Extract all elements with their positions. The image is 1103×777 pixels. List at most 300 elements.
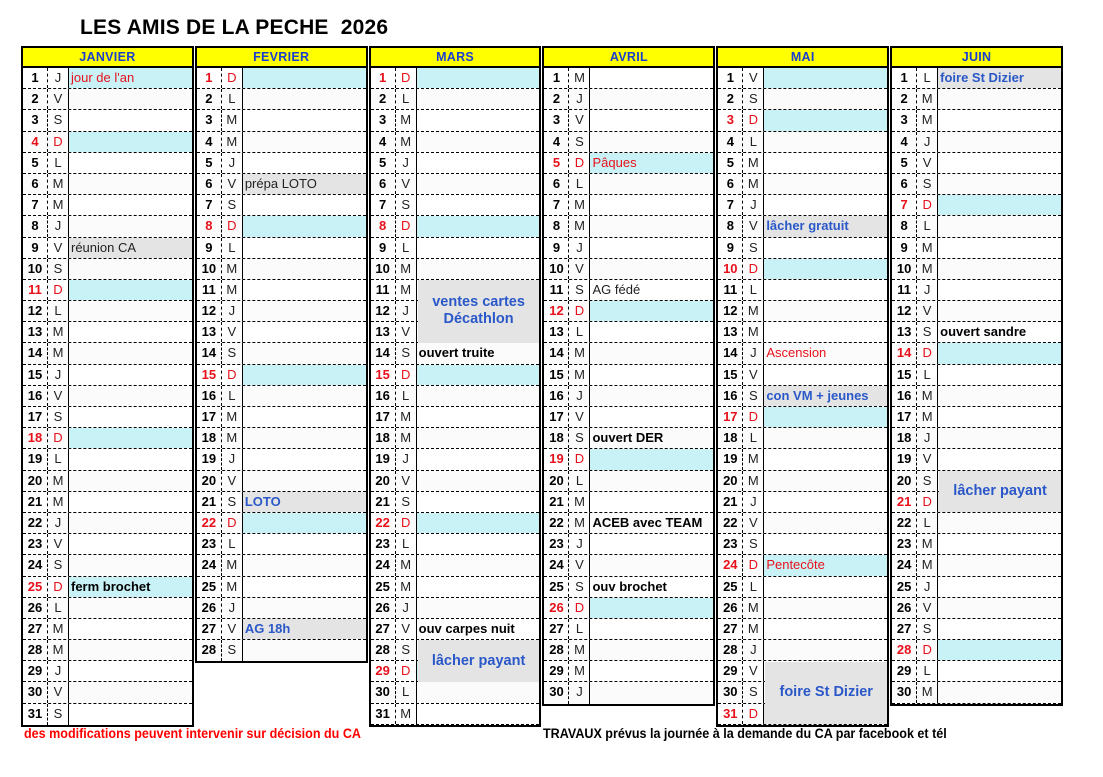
day-note[interactable] bbox=[764, 259, 887, 279]
day-row[interactable] bbox=[544, 343, 713, 364]
day-note[interactable] bbox=[417, 386, 540, 406]
day-row[interactable] bbox=[23, 174, 192, 195]
day-row[interactable] bbox=[718, 577, 887, 598]
day-row[interactable] bbox=[892, 238, 1061, 259]
day-row[interactable] bbox=[23, 259, 192, 280]
day-row[interactable] bbox=[371, 132, 540, 153]
day-note[interactable]: lâcher gratuit bbox=[764, 216, 887, 236]
day-row[interactable] bbox=[544, 513, 713, 534]
day-note[interactable] bbox=[590, 534, 713, 554]
day-note[interactable] bbox=[243, 640, 366, 661]
day-note[interactable]: ouvert truite bbox=[417, 343, 540, 363]
day-row[interactable] bbox=[371, 195, 540, 216]
day-note[interactable] bbox=[243, 428, 366, 448]
day-row[interactable] bbox=[544, 259, 713, 280]
day-note[interactable] bbox=[938, 132, 1061, 152]
day-row[interactable] bbox=[371, 68, 540, 89]
day-row[interactable] bbox=[718, 343, 887, 364]
day-note[interactable]: ouvert sandre bbox=[938, 322, 1061, 342]
day-row[interactable] bbox=[892, 301, 1061, 322]
day-row[interactable] bbox=[371, 216, 540, 237]
day-note[interactable] bbox=[69, 428, 192, 448]
day-note[interactable] bbox=[69, 513, 192, 533]
day-row[interactable] bbox=[371, 365, 540, 386]
day-note[interactable] bbox=[938, 89, 1061, 109]
day-row[interactable] bbox=[371, 682, 540, 703]
day-note[interactable] bbox=[938, 280, 1061, 300]
day-note[interactable] bbox=[938, 259, 1061, 279]
day-row[interactable] bbox=[23, 68, 192, 89]
day-row[interactable] bbox=[371, 280, 540, 301]
day-note[interactable] bbox=[938, 619, 1061, 639]
day-note[interactable] bbox=[764, 365, 887, 385]
day-note[interactable] bbox=[417, 68, 540, 88]
day-row[interactable] bbox=[371, 555, 540, 576]
day-note[interactable] bbox=[938, 386, 1061, 406]
day-row[interactable] bbox=[892, 322, 1061, 343]
day-note[interactable] bbox=[590, 407, 713, 427]
day-note[interactable] bbox=[69, 259, 192, 279]
day-note[interactable] bbox=[417, 555, 540, 575]
day-note[interactable] bbox=[938, 153, 1061, 173]
day-row[interactable] bbox=[23, 407, 192, 428]
day-note[interactable] bbox=[938, 555, 1061, 575]
day-row[interactable] bbox=[23, 322, 192, 343]
day-row[interactable] bbox=[718, 322, 887, 343]
day-row[interactable] bbox=[197, 492, 366, 513]
day-row[interactable] bbox=[197, 513, 366, 534]
day-row[interactable] bbox=[718, 259, 887, 280]
day-row[interactable] bbox=[23, 238, 192, 259]
day-row[interactable] bbox=[544, 598, 713, 619]
day-note[interactable] bbox=[417, 577, 540, 597]
day-row[interactable] bbox=[23, 555, 192, 576]
day-row[interactable] bbox=[371, 259, 540, 280]
day-note[interactable] bbox=[243, 280, 366, 300]
day-row[interactable] bbox=[892, 449, 1061, 470]
day-row[interactable] bbox=[544, 534, 713, 555]
day-note[interactable] bbox=[417, 598, 540, 618]
day-row[interactable] bbox=[892, 386, 1061, 407]
day-row[interactable] bbox=[197, 132, 366, 153]
day-row[interactable] bbox=[197, 68, 366, 89]
day-row[interactable] bbox=[892, 555, 1061, 576]
day-note[interactable] bbox=[417, 89, 540, 109]
day-row[interactable] bbox=[197, 322, 366, 343]
day-row[interactable] bbox=[23, 386, 192, 407]
day-note[interactable] bbox=[938, 640, 1061, 660]
day-row[interactable] bbox=[718, 682, 887, 703]
day-note[interactable] bbox=[938, 174, 1061, 194]
day-note[interactable] bbox=[590, 492, 713, 512]
day-row[interactable] bbox=[197, 89, 366, 110]
day-note[interactable] bbox=[417, 132, 540, 152]
day-note[interactable] bbox=[764, 619, 887, 639]
day-note[interactable] bbox=[69, 365, 192, 385]
day-note[interactable] bbox=[938, 343, 1061, 363]
day-note[interactable] bbox=[417, 492, 540, 512]
day-note[interactable] bbox=[243, 598, 366, 618]
day-row[interactable] bbox=[371, 619, 540, 640]
day-note[interactable] bbox=[69, 89, 192, 109]
day-row[interactable] bbox=[23, 661, 192, 682]
day-row[interactable] bbox=[892, 132, 1061, 153]
day-row[interactable] bbox=[544, 238, 713, 259]
day-note[interactable] bbox=[417, 322, 540, 342]
day-note[interactable] bbox=[417, 216, 540, 236]
day-row[interactable] bbox=[23, 598, 192, 619]
day-note[interactable] bbox=[243, 577, 366, 597]
day-note[interactable] bbox=[417, 259, 540, 279]
day-note[interactable] bbox=[938, 301, 1061, 321]
day-row[interactable] bbox=[892, 195, 1061, 216]
day-note[interactable] bbox=[764, 682, 887, 702]
day-note[interactable] bbox=[590, 195, 713, 215]
day-note[interactable]: Ascension bbox=[764, 343, 887, 363]
day-row[interactable] bbox=[892, 640, 1061, 661]
day-row[interactable] bbox=[197, 534, 366, 555]
day-note[interactable] bbox=[417, 534, 540, 554]
day-note[interactable] bbox=[243, 132, 366, 152]
day-row[interactable] bbox=[197, 577, 366, 598]
day-note[interactable] bbox=[243, 449, 366, 469]
day-note[interactable] bbox=[590, 238, 713, 258]
day-note[interactable] bbox=[764, 534, 887, 554]
day-note[interactable] bbox=[764, 280, 887, 300]
day-row[interactable] bbox=[371, 598, 540, 619]
day-row[interactable] bbox=[892, 110, 1061, 131]
day-note[interactable] bbox=[938, 110, 1061, 130]
day-note[interactable] bbox=[243, 259, 366, 279]
day-note[interactable] bbox=[938, 238, 1061, 258]
day-note[interactable] bbox=[243, 110, 366, 130]
day-note[interactable]: con VM + jeunes bbox=[764, 386, 887, 406]
day-note[interactable] bbox=[69, 492, 192, 512]
day-note[interactable] bbox=[243, 153, 366, 173]
day-note[interactable] bbox=[590, 110, 713, 130]
day-row[interactable] bbox=[718, 301, 887, 322]
day-row[interactable] bbox=[23, 216, 192, 237]
day-note[interactable] bbox=[590, 386, 713, 406]
day-note[interactable]: prépa LOTO bbox=[243, 174, 366, 194]
day-row[interactable] bbox=[892, 89, 1061, 110]
day-row[interactable] bbox=[23, 449, 192, 470]
day-row[interactable] bbox=[718, 704, 887, 725]
day-row[interactable] bbox=[23, 619, 192, 640]
day-row[interactable] bbox=[544, 555, 713, 576]
day-note[interactable]: réunion CA bbox=[69, 238, 192, 258]
day-row[interactable] bbox=[197, 301, 366, 322]
day-note[interactable] bbox=[938, 661, 1061, 681]
day-note[interactable]: ACEB avec TEAM bbox=[590, 513, 713, 533]
day-note[interactable] bbox=[69, 619, 192, 639]
day-row[interactable] bbox=[544, 301, 713, 322]
day-row[interactable] bbox=[892, 577, 1061, 598]
day-row[interactable] bbox=[23, 301, 192, 322]
day-row[interactable] bbox=[23, 153, 192, 174]
day-note[interactable] bbox=[764, 704, 887, 724]
day-row[interactable] bbox=[371, 174, 540, 195]
day-row[interactable] bbox=[544, 153, 713, 174]
day-note[interactable] bbox=[938, 513, 1061, 533]
day-row[interactable] bbox=[892, 682, 1061, 703]
day-row[interactable] bbox=[197, 428, 366, 449]
day-row[interactable] bbox=[544, 280, 713, 301]
day-note[interactable] bbox=[243, 407, 366, 427]
day-row[interactable] bbox=[544, 110, 713, 131]
day-note[interactable]: ouvert DER bbox=[590, 428, 713, 448]
day-note[interactable]: Pentecôte bbox=[764, 555, 887, 575]
day-note[interactable] bbox=[69, 640, 192, 660]
day-note[interactable] bbox=[69, 174, 192, 194]
day-note[interactable] bbox=[764, 174, 887, 194]
day-row[interactable] bbox=[544, 89, 713, 110]
day-row[interactable] bbox=[718, 598, 887, 619]
day-row[interactable] bbox=[23, 195, 192, 216]
day-row[interactable] bbox=[892, 513, 1061, 534]
day-note[interactable] bbox=[69, 132, 192, 152]
day-note[interactable] bbox=[417, 280, 540, 300]
day-row[interactable] bbox=[718, 132, 887, 153]
day-note[interactable] bbox=[69, 534, 192, 554]
day-row[interactable] bbox=[197, 110, 366, 131]
day-row[interactable] bbox=[718, 513, 887, 534]
day-note[interactable] bbox=[938, 534, 1061, 554]
day-note[interactable] bbox=[69, 598, 192, 618]
day-note[interactable] bbox=[764, 89, 887, 109]
day-note[interactable] bbox=[938, 682, 1061, 702]
day-note[interactable] bbox=[417, 301, 540, 321]
day-note[interactable] bbox=[938, 407, 1061, 427]
day-note[interactable] bbox=[590, 322, 713, 342]
day-row[interactable] bbox=[544, 682, 713, 703]
day-row[interactable] bbox=[892, 365, 1061, 386]
day-row[interactable] bbox=[892, 534, 1061, 555]
day-note[interactable] bbox=[938, 428, 1061, 448]
day-row[interactable] bbox=[371, 322, 540, 343]
day-note[interactable] bbox=[764, 577, 887, 597]
day-row[interactable] bbox=[197, 174, 366, 195]
day-row[interactable] bbox=[23, 89, 192, 110]
day-row[interactable] bbox=[371, 640, 540, 661]
day-note[interactable] bbox=[590, 68, 713, 88]
day-row[interactable] bbox=[718, 640, 887, 661]
day-row[interactable] bbox=[544, 322, 713, 343]
day-row[interactable] bbox=[197, 195, 366, 216]
day-row[interactable] bbox=[892, 216, 1061, 237]
day-note[interactable] bbox=[590, 555, 713, 575]
day-row[interactable] bbox=[892, 259, 1061, 280]
day-row[interactable] bbox=[544, 449, 713, 470]
day-row[interactable] bbox=[371, 89, 540, 110]
day-note[interactable]: LOTO bbox=[243, 492, 366, 512]
day-row[interactable] bbox=[197, 471, 366, 492]
day-row[interactable] bbox=[371, 471, 540, 492]
day-row[interactable] bbox=[718, 492, 887, 513]
day-note[interactable] bbox=[590, 365, 713, 385]
day-row[interactable] bbox=[197, 216, 366, 237]
day-note[interactable] bbox=[938, 598, 1061, 618]
day-note[interactable] bbox=[938, 365, 1061, 385]
day-note[interactable] bbox=[764, 132, 887, 152]
day-note[interactable] bbox=[590, 132, 713, 152]
day-note[interactable] bbox=[764, 513, 887, 533]
day-note[interactable] bbox=[938, 449, 1061, 469]
day-row[interactable] bbox=[23, 365, 192, 386]
day-note[interactable] bbox=[417, 428, 540, 448]
day-row[interactable] bbox=[544, 471, 713, 492]
day-row[interactable] bbox=[892, 153, 1061, 174]
day-note[interactable] bbox=[243, 238, 366, 258]
day-note[interactable] bbox=[764, 428, 887, 448]
day-note[interactable] bbox=[590, 661, 713, 681]
day-note[interactable] bbox=[938, 216, 1061, 236]
day-note[interactable] bbox=[243, 555, 366, 575]
day-row[interactable] bbox=[23, 428, 192, 449]
day-row[interactable] bbox=[718, 110, 887, 131]
day-row[interactable] bbox=[718, 428, 887, 449]
day-note[interactable] bbox=[417, 661, 540, 681]
day-note[interactable] bbox=[69, 110, 192, 130]
day-note[interactable] bbox=[417, 682, 540, 702]
day-row[interactable] bbox=[544, 132, 713, 153]
day-row[interactable] bbox=[718, 619, 887, 640]
day-note[interactable] bbox=[69, 407, 192, 427]
day-row[interactable] bbox=[544, 68, 713, 89]
day-row[interactable] bbox=[718, 534, 887, 555]
day-note[interactable]: AG 18h bbox=[243, 619, 366, 639]
day-note[interactable]: AG fédé bbox=[590, 280, 713, 300]
day-note[interactable] bbox=[590, 301, 713, 321]
day-row[interactable] bbox=[371, 386, 540, 407]
day-row[interactable] bbox=[197, 407, 366, 428]
day-note[interactable] bbox=[590, 216, 713, 236]
day-row[interactable] bbox=[892, 598, 1061, 619]
day-note[interactable] bbox=[417, 110, 540, 130]
day-row[interactable] bbox=[718, 280, 887, 301]
day-note[interactable]: ferm brochet bbox=[69, 577, 192, 597]
day-note[interactable]: ouv carpes nuit bbox=[417, 619, 540, 639]
day-note[interactable]: ouv brochet bbox=[590, 577, 713, 597]
day-row[interactable] bbox=[892, 343, 1061, 364]
day-note[interactable] bbox=[243, 322, 366, 342]
day-row[interactable] bbox=[23, 132, 192, 153]
day-row[interactable] bbox=[197, 343, 366, 364]
day-row[interactable] bbox=[371, 301, 540, 322]
day-note[interactable] bbox=[764, 640, 887, 660]
day-note[interactable] bbox=[764, 322, 887, 342]
day-note[interactable] bbox=[417, 365, 540, 385]
day-note[interactable] bbox=[764, 153, 887, 173]
day-row[interactable] bbox=[892, 68, 1061, 89]
day-note[interactable] bbox=[764, 492, 887, 512]
day-row[interactable] bbox=[197, 153, 366, 174]
day-note[interactable] bbox=[590, 598, 713, 618]
day-row[interactable] bbox=[23, 492, 192, 513]
day-note[interactable] bbox=[417, 513, 540, 533]
day-row[interactable] bbox=[371, 238, 540, 259]
day-note[interactable] bbox=[417, 195, 540, 215]
day-row[interactable] bbox=[197, 280, 366, 301]
day-note[interactable] bbox=[590, 619, 713, 639]
day-row[interactable] bbox=[718, 661, 887, 682]
day-row[interactable] bbox=[718, 68, 887, 89]
day-row[interactable] bbox=[23, 343, 192, 364]
day-note[interactable] bbox=[417, 449, 540, 469]
day-row[interactable] bbox=[544, 619, 713, 640]
day-row[interactable] bbox=[371, 513, 540, 534]
day-note[interactable] bbox=[69, 704, 192, 725]
day-row[interactable] bbox=[544, 174, 713, 195]
day-row[interactable] bbox=[371, 661, 540, 682]
day-note[interactable] bbox=[243, 471, 366, 491]
day-row[interactable] bbox=[197, 386, 366, 407]
day-row[interactable] bbox=[197, 555, 366, 576]
day-row[interactable] bbox=[718, 449, 887, 470]
day-note[interactable] bbox=[938, 577, 1061, 597]
day-note[interactable] bbox=[69, 471, 192, 491]
day-note[interactable] bbox=[590, 471, 713, 491]
day-note[interactable] bbox=[243, 195, 366, 215]
day-row[interactable] bbox=[23, 577, 192, 598]
day-note[interactable] bbox=[243, 534, 366, 554]
day-row[interactable] bbox=[23, 471, 192, 492]
day-row[interactable] bbox=[371, 704, 540, 725]
day-note[interactable] bbox=[764, 110, 887, 130]
day-row[interactable] bbox=[544, 577, 713, 598]
day-row[interactable] bbox=[197, 640, 366, 661]
day-row[interactable] bbox=[892, 619, 1061, 640]
day-note[interactable] bbox=[590, 259, 713, 279]
day-row[interactable] bbox=[23, 110, 192, 131]
day-row[interactable] bbox=[718, 153, 887, 174]
day-note[interactable] bbox=[69, 386, 192, 406]
day-note[interactable] bbox=[417, 407, 540, 427]
day-row[interactable] bbox=[544, 216, 713, 237]
day-row[interactable] bbox=[371, 492, 540, 513]
day-row[interactable] bbox=[544, 492, 713, 513]
day-row[interactable] bbox=[544, 365, 713, 386]
day-row[interactable] bbox=[371, 407, 540, 428]
day-row[interactable] bbox=[892, 174, 1061, 195]
day-note[interactable] bbox=[764, 407, 887, 427]
day-row[interactable] bbox=[197, 238, 366, 259]
day-row[interactable] bbox=[892, 471, 1061, 492]
day-note[interactable]: foire St Dizier bbox=[938, 68, 1061, 88]
day-note[interactable] bbox=[764, 598, 887, 618]
day-note[interactable] bbox=[417, 704, 540, 724]
day-row[interactable] bbox=[718, 216, 887, 237]
day-row[interactable] bbox=[718, 407, 887, 428]
day-note[interactable] bbox=[764, 449, 887, 469]
day-note[interactable] bbox=[417, 238, 540, 258]
day-note[interactable] bbox=[417, 153, 540, 173]
day-row[interactable] bbox=[718, 555, 887, 576]
day-note[interactable] bbox=[938, 492, 1061, 512]
day-note[interactable] bbox=[69, 555, 192, 575]
day-note[interactable] bbox=[69, 449, 192, 469]
day-note[interactable] bbox=[764, 661, 887, 681]
day-row[interactable] bbox=[544, 661, 713, 682]
day-note[interactable] bbox=[69, 153, 192, 173]
day-row[interactable] bbox=[197, 598, 366, 619]
day-note[interactable] bbox=[69, 195, 192, 215]
day-note[interactable] bbox=[938, 195, 1061, 215]
day-row[interactable] bbox=[23, 640, 192, 661]
day-note[interactable] bbox=[69, 343, 192, 363]
day-note[interactable] bbox=[764, 238, 887, 258]
day-row[interactable] bbox=[197, 365, 366, 386]
